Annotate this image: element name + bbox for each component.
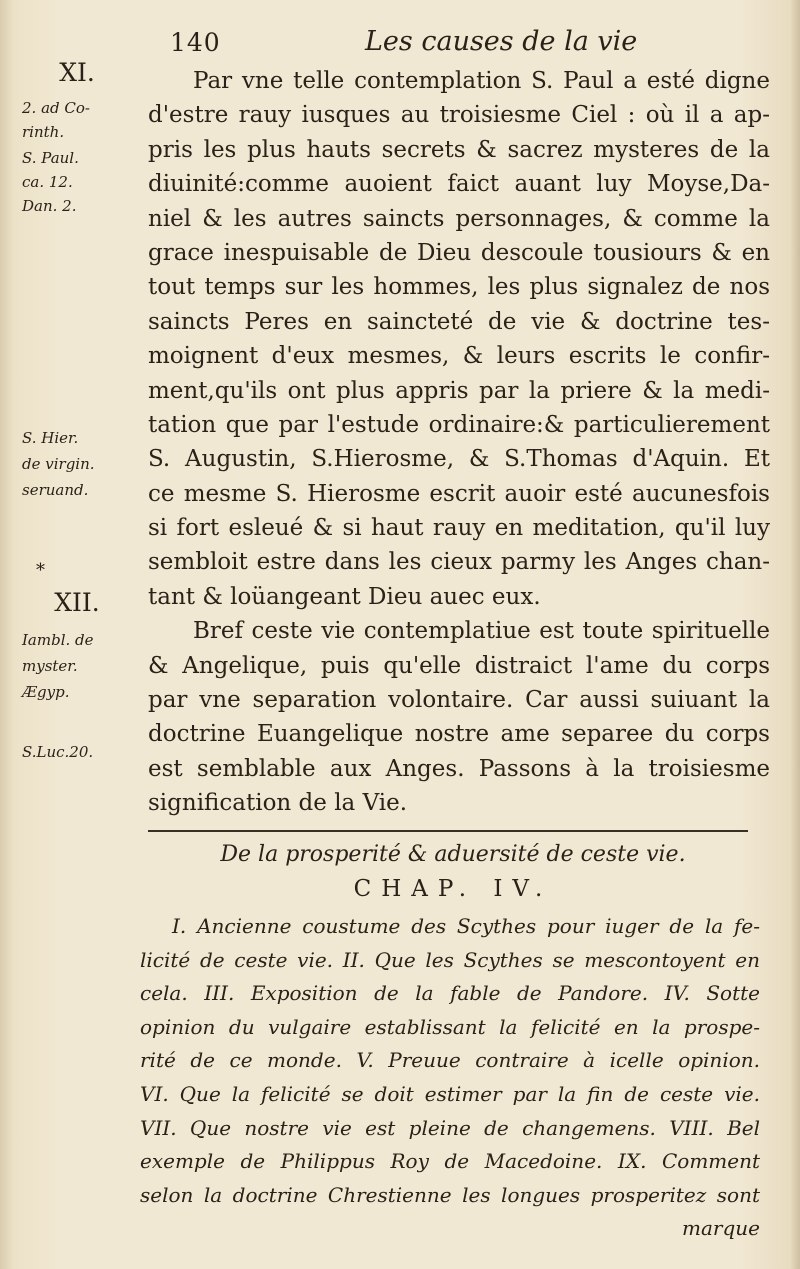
margin-reference: seruand. [22,481,89,499]
text-line: ment,qu'ils ont plus appris par la priere & la medi- [148,377,770,404]
margin-reference: de virgin. [22,455,95,473]
margin-reference: ca. 12. [22,173,73,191]
margin-reference: S. Hier. [22,429,79,447]
summary-line: licité de ceste vie. II. Que les Scythes se mescontoyent en [140,947,760,972]
text-line: diuinité:comme auoient faict auant luy Moyse,Da- [148,171,770,198]
margin-section-number: XI. [59,58,95,87]
page-number: 140 [170,28,221,57]
margin-reference: Ægyp. [22,683,70,701]
summary-line: opinion du vulgaire establissant la felicité en la prospe- [140,1014,760,1039]
text-line: tout temps sur les hommes, les plus signalez de nos [148,274,770,301]
text-line: est semblable aux Anges. Passons à la troisiesme [148,755,770,782]
margin-reference: rinth. [22,123,65,141]
text-line: niel & les autres saincts personnages, & comme la [148,205,770,232]
margin-reference: S.Luc.20. [22,743,94,761]
chapter-label: CHAP. IV. [353,876,553,902]
text-line: Par vne telle contemplation S. Paul a esté digne [193,68,770,94]
text-line: pris les plus hauts secrets & sacrez mysteres de la [148,136,770,163]
text-line: moignent d'eux mesmes, & leurs escrits le confir- [148,343,770,370]
summary-line: rité de ce monde. V. Preuue contraire à icelle opinion. [140,1048,760,1073]
summary-line: cela. III. Exposition de la fable de Pandore. IV. Sotte [140,981,760,1006]
margin-reference: Iambl. de [22,631,94,649]
text-line: d'estre rauy iusques au troisiesme Ciel : où il a ap- [148,102,770,129]
text-line: saincts Peres en saincteté de vie & doctrine tes- [148,308,770,335]
text-line: S. Augustin, S.Hierosme, & S.Thomas d'Aquin. Et [148,446,770,473]
margin-marker: * [36,560,45,581]
summary-line: VI. Que la felicité se doit estimer par la fin de ceste vie. [140,1081,760,1106]
text-line: sembloit estre dans les cieux parmy les Anges chan- [148,549,770,576]
text-line: par vne separation volontaire. Car aussi suiuant la [148,687,770,714]
margin-reference: 2. ad Co- [22,99,90,117]
text-line: si fort esleué & si haut rauy en meditation, qu'il luy [148,515,770,542]
margin-reference: Dan. 2. [22,197,77,215]
text-line: tant & loüangeant Dieu auec eux. [148,583,541,610]
body-text [148,64,770,821]
text-line: & Angelique, puis qu'elle distraict l'ame du corps [148,652,770,679]
text-line: Bref ceste vie contemplatiue est toute spirituelle [193,618,770,645]
summary-line: exemple de Philippus Roy de Macedoine. IX. Comment [140,1149,760,1174]
running-title: Les causes de la vie [365,26,638,57]
text-line: ce mesme S. Hierosme escrit auoir esté aucunesfois [148,480,770,507]
margin-reference: S. Paul. [22,149,79,167]
text-line: grace inespuisable de Dieu descoule tousiours & en [148,239,770,266]
chapter-summary [140,910,760,1246]
section-divider [148,830,748,832]
catchword: marque [682,1216,760,1241]
summary-line: I. Ancienne coustume des Scythes pour iuger de la fe- [172,914,760,938]
text-line: signification de la Vie. [148,790,408,817]
summary-line: VII. Que nostre vie est pleine de changemens. VIII. Bel [140,1115,760,1140]
summary-line: selon la doctrine Chrestienne les longues prosperitez sont [140,1182,760,1207]
margin-reference: myster. [22,657,78,675]
margin-section-number: XII. [54,588,100,617]
chapter-title: De la prosperité & aduersité de ceste vie. [220,842,686,867]
text-line: tation que par l'estude ordinaire:& particulierement [148,411,770,438]
running-head [170,22,770,62]
text-line: doctrine Euangelique nostre ame separee du corps [148,721,770,748]
